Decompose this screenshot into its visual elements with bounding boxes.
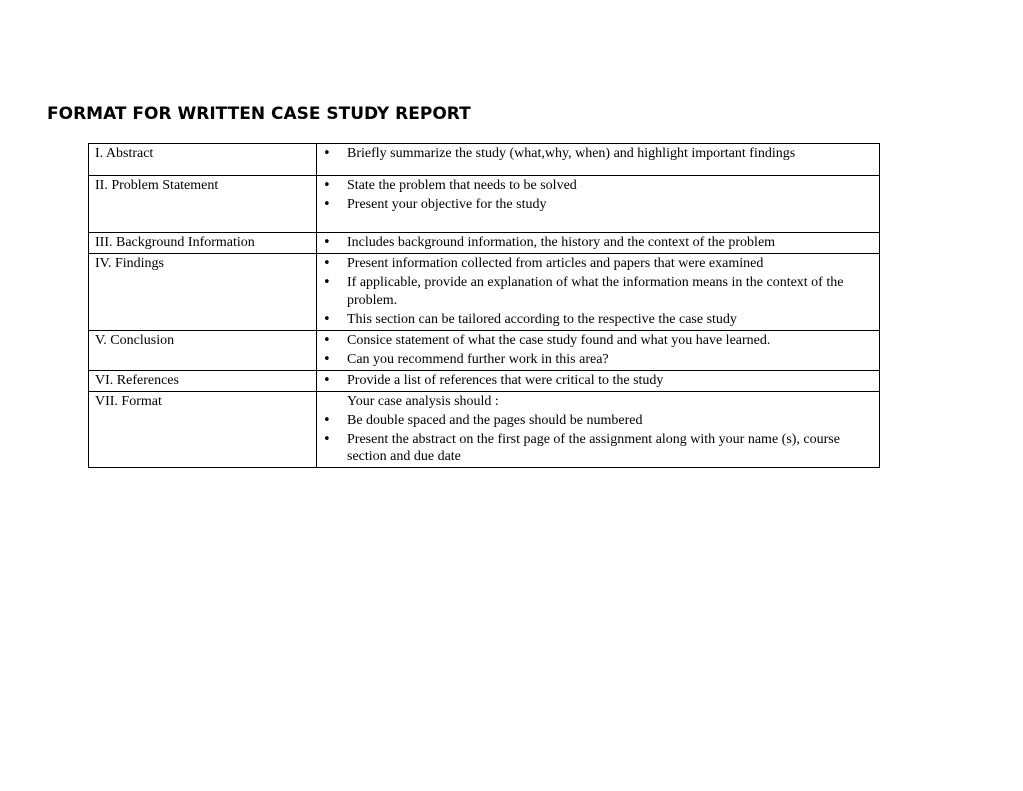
table-row-background-information	[89, 233, 880, 254]
table-row-problem-statement	[89, 176, 880, 233]
table-row-findings	[89, 254, 880, 331]
list-item: • Briefly summarize the study (what,why, when) and highlight important findings	[317, 145, 873, 163]
document-title: FORMAT FOR WRITTEN CASE STUDY REPORT	[47, 104, 471, 124]
section-label-abstract: I. Abstract	[89, 144, 317, 176]
section-content-conclusion	[317, 330, 880, 370]
list-item: • Provide a list of references that were critical to the study	[317, 372, 873, 390]
list-item: • Be double spaced and the pages should be numbered	[317, 412, 873, 430]
bullet-list	[317, 412, 873, 466]
table-row-conclusion	[89, 330, 880, 370]
list-item: • Present your objective for the study	[317, 196, 873, 214]
bullet-list	[317, 332, 873, 369]
list-item: • Present information collected from articles and papers that were examined	[317, 255, 873, 273]
section-label-format: VII. Format	[89, 391, 317, 468]
section-content-problem-statement	[317, 176, 880, 233]
bullet-list	[317, 177, 873, 214]
section-label-background-information: III. Background Information	[89, 233, 317, 254]
section-label-references: VI. References	[89, 370, 317, 391]
list-item: • Includes background information, the history and the context of the problem	[317, 234, 873, 252]
section-label-findings: IV. Findings	[89, 254, 317, 331]
list-item: • This section can be tailored according to the respective the case study	[317, 311, 873, 329]
section-label-conclusion: V. Conclusion	[89, 330, 317, 370]
section-content-background-information	[317, 233, 880, 254]
list-item: • Can you recommend further work in this area?	[317, 351, 873, 369]
list-item: • If applicable, provide an explanation of what the information means in the context of the problem.	[317, 274, 873, 309]
table-row-format	[89, 391, 880, 468]
list-item: • Present the abstract on the first page of the assignment along with your name (s), course section and due date	[317, 431, 873, 466]
table-row-abstract	[89, 144, 880, 176]
section-content-references	[317, 370, 880, 391]
bullet-list	[317, 145, 873, 163]
bullet-list	[317, 234, 873, 252]
format-intro-text: Your case analysis should :	[347, 393, 499, 409]
section-content-format	[317, 391, 880, 468]
bullet-list	[317, 372, 873, 390]
section-content-abstract	[317, 144, 880, 176]
case-study-format-table	[88, 143, 880, 468]
list-item: • Consice statement of what the case study found and what you have learned.	[317, 332, 873, 350]
section-content-findings	[317, 254, 880, 331]
table-row-references	[89, 370, 880, 391]
list-item: • State the problem that needs to be solved	[317, 177, 873, 195]
bullet-list	[317, 255, 873, 328]
section-label-problem-statement: II. Problem Statement	[89, 176, 317, 233]
